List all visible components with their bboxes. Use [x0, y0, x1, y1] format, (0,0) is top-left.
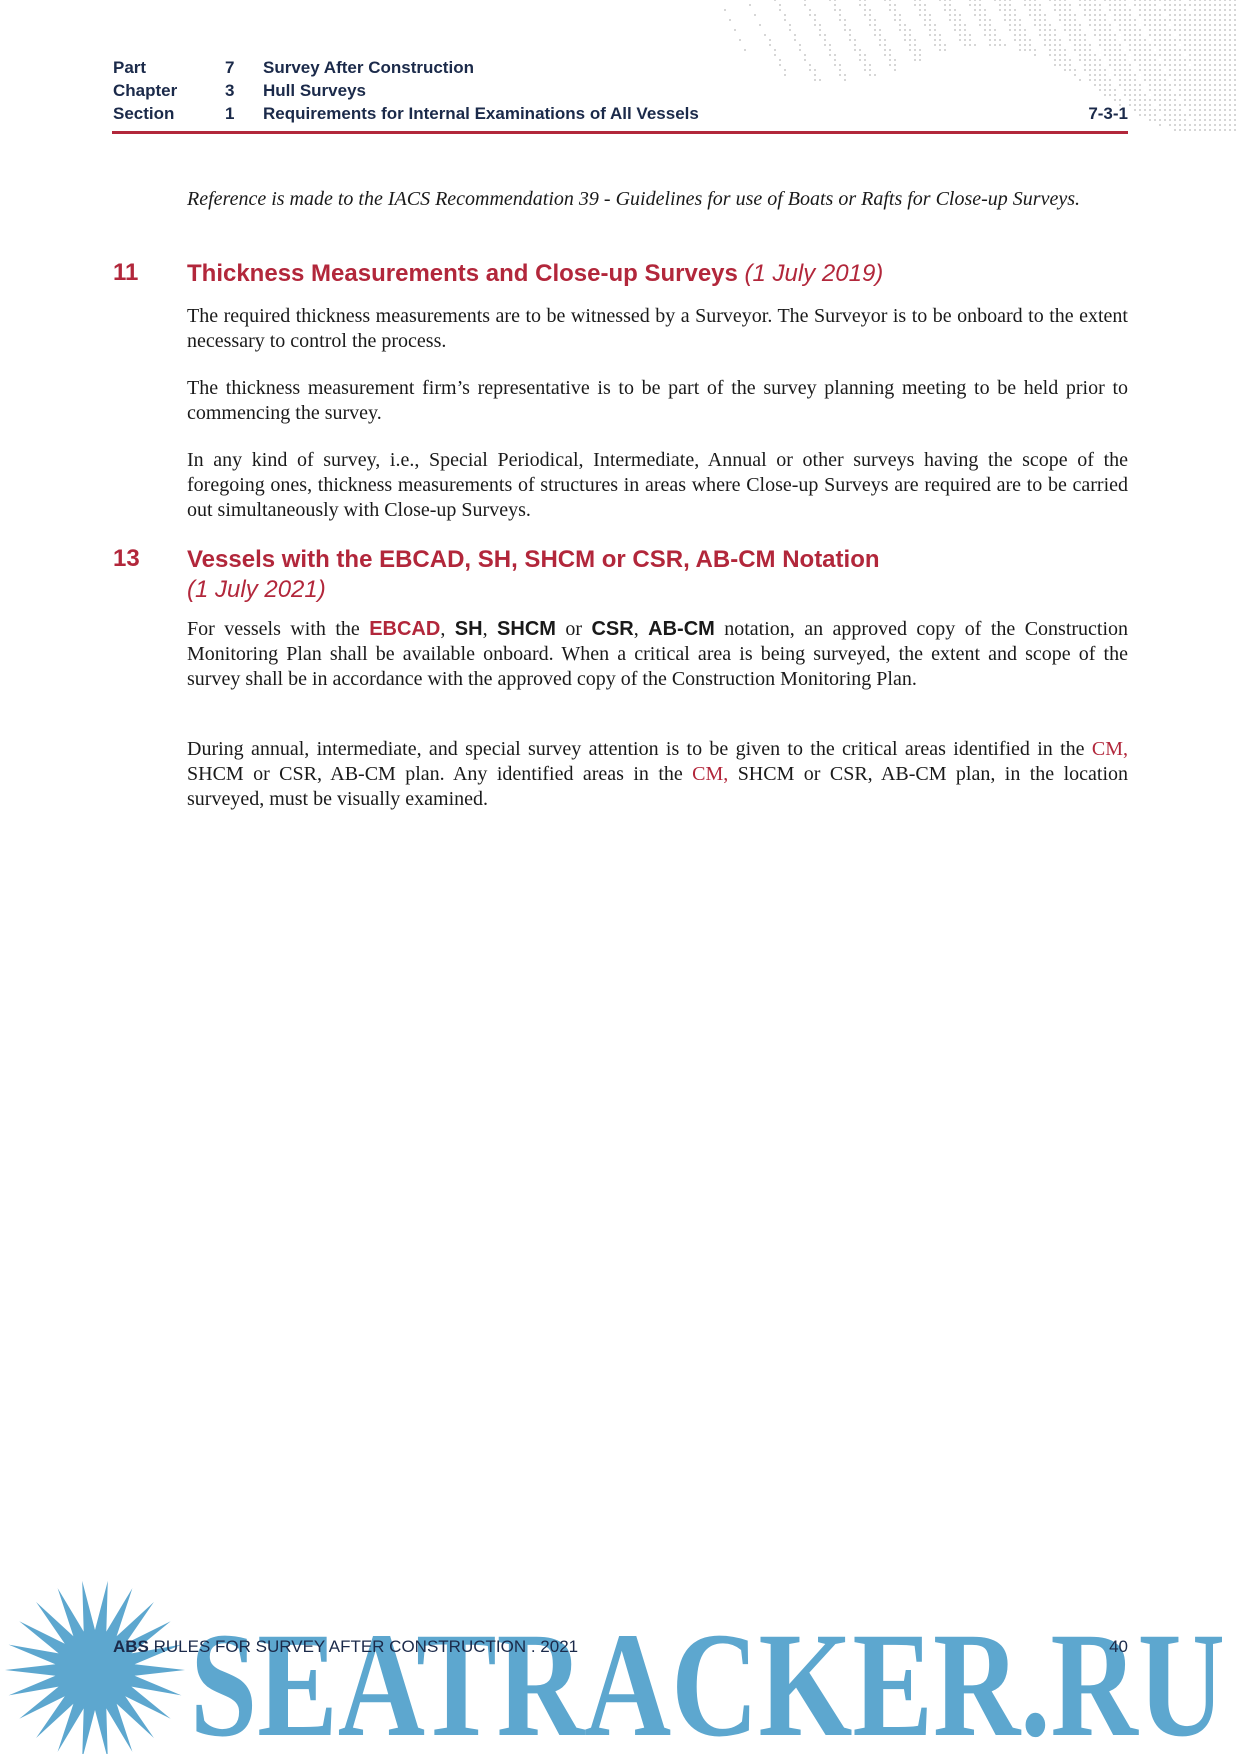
header-section-label: Section [113, 104, 175, 123]
header-chapter-number: 3 [225, 81, 235, 100]
notation-cm: CM, [692, 763, 729, 785]
notation-sh: SH [454, 618, 483, 640]
intro-reference-note: Reference is made to the IACS Recommendation 39 - Guidelines for use of Boats or Rafts for Close-up Surveys. [187, 188, 1080, 210]
notation-ebcad: EBCAD [369, 618, 441, 640]
header-section-title: Requirements for Internal Examinations of All Vessels [263, 104, 699, 123]
section-13-number: 13 [113, 545, 140, 572]
section-11-title: Thickness Measurements and Close-up Surveys [187, 260, 738, 287]
section-13-heading [187, 545, 1128, 605]
header-section-row [113, 104, 1128, 126]
section-13-date: (1 July 2021) [187, 576, 326, 603]
header-part-title: Survey After Construction [263, 58, 474, 77]
footer-title: RULES FOR SURVEY AFTER CONSTRUCTION . 2021 [148, 1637, 579, 1656]
header-chapter-label: Chapter [113, 81, 178, 100]
header-section-number: 1 [225, 104, 235, 123]
notation-ab-cm: AB-CM [648, 618, 715, 640]
watermark-text: SEATRACKER.RU [190, 1602, 1225, 1754]
watermark [0, 1570, 1240, 1754]
notation-cm: CM, [1091, 738, 1128, 760]
section-11-paragraph: The required thickness measurements are to be witnessed by a Surveyor. The Surveyor is to be onboard to the extent necessary to control the process. [187, 305, 1128, 352]
notation-csr: CSR [591, 618, 634, 640]
header-reference: 7-3-1 [1088, 104, 1128, 123]
section-11-paragraph: The thickness measurement firm’s representative is to be part of the survey planning meeting to be held prior to commencing the survey. [187, 377, 1128, 424]
section-11-paragraph: In any kind of survey, i.e., Special Periodical, Intermediate, Annual or other surveys having the scope of the foregoing ones, thickness measurements of structures in areas where Close-up Surveys are required are to be carried out simultaneously with Close-up Surveys. [187, 449, 1128, 521]
page-footer [113, 1637, 1128, 1659]
section-11-number: 11 [113, 259, 139, 286]
header-part-row [113, 58, 1128, 80]
footer-brand: ABS [113, 1637, 149, 1656]
sunburst-logo-icon [5, 1581, 185, 1754]
header-chapter-row [113, 81, 1128, 103]
section-13-paragraph-2: During annual, intermediate, and special survey attention is to be given to the critical areas identified in the CM, SHCM or CSR, AB-CM plan. Any identified areas in the CM, SHCM or CSR, AB-CM plan, in the location surveyed, must be visually examined. [187, 738, 1128, 810]
section-13-title: Vessels with the EBCAD, SH, SHCM or CSR, AB-CM Notation [187, 546, 880, 573]
notation-shcm: SHCM [497, 618, 556, 640]
section-11-heading [187, 259, 1128, 289]
header-chapter-title: Hull Surveys [263, 81, 366, 100]
header-part-number: 7 [225, 58, 235, 77]
header-divider [112, 131, 1128, 134]
section-11-date: (1 July 2019) [744, 260, 884, 287]
header-part-label: Part [113, 58, 147, 77]
section-13-paragraph-1: For vessels with the EBCAD, SH, SHCM or CSR, AB-CM notation, an approved copy of the Construction Monitoring Plan shall be available onboard. When a critical area is being surveyed, the extent and scope of the survey shall be in accordance with the approved copy of the Construction Monitoring Plan. [187, 618, 1129, 690]
page-number: 40 [1109, 1637, 1128, 1656]
